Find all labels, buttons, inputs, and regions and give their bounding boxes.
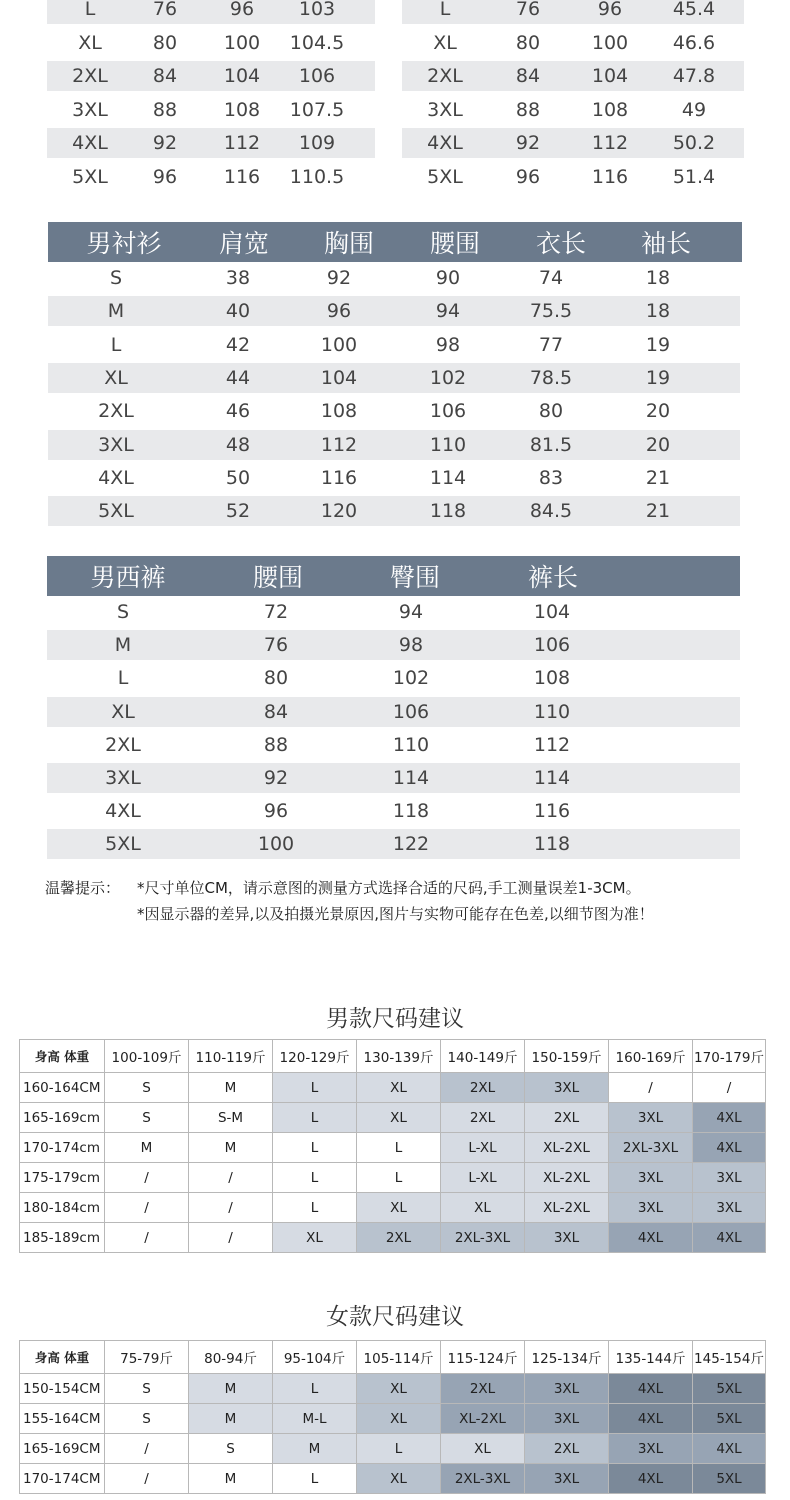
size-cell: L-XL: [441, 1163, 525, 1193]
table-cell: 106: [298, 65, 336, 88]
size-cell: L-XL: [441, 1133, 525, 1163]
table-row: [48, 463, 740, 493]
table-cell: 76: [515, 0, 541, 20]
size-cell: XL-2XL: [525, 1163, 609, 1193]
table-cell: 104: [533, 601, 571, 623]
table-cell: 19: [645, 366, 671, 389]
size-cell: /: [105, 1163, 189, 1193]
size-cell: S: [105, 1073, 189, 1103]
weight-column-header: 140-149斤: [441, 1040, 525, 1073]
table-cell: 112: [591, 132, 629, 155]
size-cell: /: [105, 1464, 189, 1494]
table-cell: 88: [515, 98, 541, 121]
weight-column-header: 130-139斤: [357, 1040, 441, 1073]
table-cell: 109: [298, 132, 336, 155]
table-cell: 50.2: [672, 132, 716, 155]
table-cell: 94: [435, 300, 461, 323]
table-row: [48, 396, 740, 426]
column-header: 臀围: [389, 563, 440, 592]
table-cell: 96: [152, 166, 178, 188]
table-cell: 4XL: [72, 132, 108, 155]
size-cell: 3XL: [609, 1103, 693, 1133]
size-cell: M: [105, 1133, 189, 1163]
size-cell: L: [273, 1103, 357, 1133]
table-cell: 96: [515, 166, 541, 188]
table-cell: 4XL: [427, 132, 463, 155]
table-cell: 20: [645, 433, 671, 456]
column-header: 腰围: [429, 229, 480, 258]
column-header: 肩宽: [218, 229, 269, 258]
size-cell: 3XL: [693, 1193, 766, 1223]
column-header: 腰围: [252, 563, 303, 592]
table-cell: 84: [152, 65, 178, 88]
table-cell: XL: [111, 700, 135, 723]
height-row-label: 165-169cm: [20, 1103, 105, 1133]
table-cell: 88: [263, 733, 289, 756]
size-cell: L: [273, 1133, 357, 1163]
table-cell: 84: [515, 65, 541, 88]
size-cell: /: [189, 1193, 273, 1223]
table-cell: 104: [320, 366, 358, 389]
weight-column-header: 120-129斤: [273, 1040, 357, 1073]
table-row: [402, 95, 744, 125]
table-cell: 78.5: [529, 366, 573, 389]
table-cell: XL: [104, 366, 128, 389]
table-cell: 40: [225, 300, 251, 323]
table-cell: 116: [223, 166, 261, 188]
size-cell: M-L: [273, 1404, 357, 1434]
table-cell: 3XL: [72, 98, 108, 121]
table-cell: 96: [229, 0, 255, 20]
table-header: [48, 222, 742, 262]
size-cell: 3XL: [525, 1223, 609, 1253]
size-cell: 5XL: [693, 1464, 766, 1494]
mens-size-guide-table: [19, 1039, 766, 1253]
table-cell: XL: [78, 31, 102, 54]
table-cell: 103: [298, 0, 336, 20]
size-cell: 4XL: [609, 1464, 693, 1494]
table-cell: 92: [152, 132, 178, 155]
table-cell: 50: [225, 466, 251, 489]
table-row: [402, 61, 744, 91]
size-cell: XL: [357, 1374, 441, 1404]
size-cell: L: [273, 1374, 357, 1404]
table-row: [402, 162, 744, 192]
womens-size-guide-table: [19, 1340, 766, 1494]
table-cell: 5XL: [105, 833, 141, 856]
notes-line-1: *尺寸单位CM，请示意图的测量方式选择合适的尺码,手工测量误差1-3CM。: [137, 879, 641, 897]
size-cell: 2XL: [441, 1103, 525, 1133]
table-cell: 96: [597, 0, 623, 20]
table-row: [47, 597, 740, 627]
table-row: [20, 1434, 766, 1464]
height-row-label: 185-189cm: [20, 1223, 105, 1253]
table-row: [47, 796, 740, 826]
table-cell: 84: [263, 700, 289, 723]
table-cell: 100: [591, 31, 629, 54]
table-row: [48, 330, 740, 360]
table-row: [47, 28, 375, 58]
table-cell: 51.4: [672, 166, 716, 188]
table-cell: 18: [645, 267, 671, 289]
table-cell: S: [116, 601, 130, 623]
table-cell: 5XL: [72, 166, 108, 188]
table-row: [20, 1404, 766, 1434]
size-cell: M: [273, 1434, 357, 1464]
table-cell: 92: [326, 267, 352, 289]
table-cell: 92: [515, 132, 541, 155]
table-row: [47, 630, 740, 660]
column-header: 袖长: [640, 229, 691, 258]
table-cell: 104: [591, 65, 629, 88]
size-cell: S: [105, 1374, 189, 1404]
table-cell: 108: [591, 98, 629, 121]
corner-header: 身高 体重: [20, 1040, 105, 1073]
table-cell: 112: [320, 433, 358, 456]
notes-label: 温馨提示：: [45, 879, 121, 897]
weight-column-header: 145-154斤: [693, 1341, 766, 1374]
size-cell: M: [189, 1464, 273, 1494]
size-cell: 5XL: [693, 1374, 766, 1404]
size-cell: 5XL: [693, 1404, 766, 1434]
size-cell: 3XL: [525, 1404, 609, 1434]
table-cell: 107.5: [289, 98, 345, 121]
size-cell: XL-2XL: [525, 1193, 609, 1223]
table-row: [47, 730, 740, 760]
table-cell: 52: [225, 500, 251, 523]
size-cell: 4XL: [609, 1374, 693, 1404]
weight-column-header: 135-144斤: [609, 1341, 693, 1374]
table-cell: 83: [538, 466, 564, 489]
size-cell: L: [273, 1193, 357, 1223]
size-cell: 3XL: [525, 1464, 609, 1494]
table-cell: 122: [392, 833, 430, 856]
table-cell: 21: [645, 466, 671, 489]
size-cell: 3XL: [525, 1073, 609, 1103]
table-cell: 5XL: [98, 500, 134, 523]
table-row: [47, 95, 375, 125]
table-cell: 46.6: [672, 31, 716, 54]
table-row: [47, 763, 740, 793]
column-header: 裤长: [527, 563, 578, 592]
table-row: [47, 162, 375, 192]
height-row-label: 165-169CM: [20, 1434, 105, 1464]
table-cell: 116: [591, 166, 629, 188]
size-cell: /: [693, 1073, 766, 1103]
size-cell: 3XL: [693, 1163, 766, 1193]
table-cell: 20: [645, 400, 671, 423]
size-cell: 2XL: [357, 1223, 441, 1253]
table-cell: 116: [320, 466, 358, 489]
table-cell: L: [439, 0, 451, 20]
size-cell: 4XL: [693, 1133, 766, 1163]
table-cell: 112: [533, 733, 571, 756]
weight-column-header: 160-169斤: [609, 1040, 693, 1073]
table-cell: 45.4: [672, 0, 716, 20]
size-cell: 3XL: [609, 1163, 693, 1193]
table-cell: 21: [645, 500, 671, 523]
size-cell: M: [189, 1404, 273, 1434]
table-cell: 84.5: [529, 500, 573, 523]
table-cell: 100: [223, 31, 261, 54]
table-cell: 49: [681, 98, 707, 121]
table-cell: 76: [152, 0, 178, 20]
table-cell: 42: [225, 333, 251, 356]
table-row: [20, 1223, 766, 1253]
table-row: [47, 128, 375, 158]
column-header: 男衬衫: [86, 229, 162, 258]
table-cell: 47.8: [672, 65, 716, 88]
size-cell: XL: [357, 1103, 441, 1133]
size-cell: M: [189, 1073, 273, 1103]
weight-column-header: 110-119斤: [189, 1040, 273, 1073]
table-row: [48, 296, 740, 326]
table-row: [47, 697, 740, 727]
table-cell: 96: [326, 300, 352, 323]
size-cell: 3XL: [609, 1193, 693, 1223]
table-cell: 19: [645, 333, 671, 356]
weight-column-header: 105-114斤: [357, 1341, 441, 1374]
weight-column-header: 75-79斤: [105, 1341, 189, 1374]
size-cell: /: [189, 1163, 273, 1193]
table-cell: 2XL: [427, 65, 463, 88]
size-cell: L: [273, 1464, 357, 1494]
table-row: [20, 1103, 766, 1133]
table-cell: M: [114, 634, 132, 657]
womens-guide-title: 女款尺码建议: [326, 1304, 464, 1330]
table-cell: 3XL: [427, 98, 463, 121]
size-cell: 2XL: [441, 1374, 525, 1404]
table-cell: L: [84, 0, 96, 20]
size-cell: /: [105, 1434, 189, 1464]
table-row: [402, 128, 744, 158]
size-cell: /: [105, 1193, 189, 1223]
size-cell: 4XL: [693, 1223, 766, 1253]
table-cell: 118: [392, 800, 430, 823]
size-cell: S: [189, 1434, 273, 1464]
column-header: 胸围: [323, 229, 374, 258]
size-cell: XL: [357, 1193, 441, 1223]
table-row: [20, 1133, 766, 1163]
table-cell: 106: [429, 400, 467, 423]
table-cell: 102: [429, 366, 467, 389]
table-cell: 96: [263, 800, 289, 823]
table-cell: 44: [225, 366, 251, 389]
mens-guide-title: 男款尺码建议: [326, 1006, 464, 1032]
table-cell: 80: [538, 400, 564, 423]
corner-header: 身高 体重: [20, 1341, 105, 1374]
size-cell: 2XL-3XL: [441, 1464, 525, 1494]
size-cell: /: [105, 1223, 189, 1253]
size-cell: XL: [441, 1193, 525, 1223]
table-cell: 114: [533, 767, 571, 789]
table-cell: 108: [223, 98, 261, 121]
size-cell: L: [273, 1163, 357, 1193]
table-cell: M: [107, 300, 125, 323]
column-header: 男西裤: [90, 563, 166, 592]
table-cell: 4XL: [105, 800, 141, 823]
table-row: [402, 28, 744, 58]
size-cell: M: [189, 1133, 273, 1163]
table-cell: 106: [533, 634, 571, 657]
size-cell: XL-2XL: [441, 1404, 525, 1434]
weight-column-header: 150-159斤: [525, 1040, 609, 1073]
table-cell: 76: [263, 634, 289, 657]
table-cell: 77: [538, 333, 564, 356]
table-cell: 110: [392, 733, 430, 756]
size-cell: 2XL: [525, 1103, 609, 1133]
table-cell: 110: [533, 700, 571, 723]
table-row: [47, 0, 375, 24]
table-cell: 108: [533, 667, 571, 690]
table-cell: S: [109, 267, 123, 289]
weight-column-header: 115-124斤: [441, 1341, 525, 1374]
size-cell: 2XL-3XL: [441, 1223, 525, 1253]
table-cell: 2XL: [72, 65, 108, 88]
table-cell: XL: [433, 31, 457, 54]
table-cell: 104.5: [289, 31, 345, 54]
table-cell: 75.5: [529, 300, 573, 323]
size-cell: 4XL: [609, 1223, 693, 1253]
weight-column-header: 100-109斤: [105, 1040, 189, 1073]
weight-column-header: 170-179斤: [693, 1040, 766, 1073]
table-cell: 106: [392, 700, 430, 723]
size-cell: L: [357, 1133, 441, 1163]
table-cell: 48: [225, 433, 251, 456]
size-cell: /: [609, 1073, 693, 1103]
height-row-label: 175-179cm: [20, 1163, 105, 1193]
table-cell: 118: [533, 833, 571, 856]
size-cell: XL: [357, 1073, 441, 1103]
size-cell: L: [273, 1073, 357, 1103]
height-row-label: 180-184cm: [20, 1193, 105, 1223]
table-cell: 114: [429, 466, 467, 489]
table-cell: 110.5: [289, 166, 345, 188]
size-cell: 4XL: [693, 1434, 766, 1464]
table-cell: 100: [257, 833, 295, 856]
table-row: [47, 61, 375, 91]
height-row-label: 170-174cm: [20, 1133, 105, 1163]
size-cell: 4XL: [693, 1103, 766, 1133]
size-cell: M: [189, 1374, 273, 1404]
table-cell: 18: [645, 300, 671, 323]
size-cell: 3XL: [525, 1374, 609, 1404]
table-row: [20, 1193, 766, 1223]
size-cell: 4XL: [609, 1404, 693, 1434]
table-cell: 38: [225, 267, 251, 289]
size-cell: 2XL: [441, 1073, 525, 1103]
table-cell: 3XL: [98, 433, 134, 456]
size-cell: XL: [441, 1434, 525, 1464]
table-cell: 2XL: [105, 733, 141, 756]
height-row-label: 170-174CM: [20, 1464, 105, 1494]
table-cell: 90: [435, 267, 461, 289]
size-cell: L: [357, 1163, 441, 1193]
size-cell: S: [105, 1404, 189, 1434]
size-cell: 3XL: [609, 1434, 693, 1464]
table-header: [47, 556, 740, 596]
table-cell: 88: [152, 98, 178, 121]
table-cell: 118: [429, 500, 467, 523]
table-cell: 100: [320, 333, 358, 356]
table-cell: 120: [320, 500, 358, 523]
column-header: 衣长: [535, 229, 586, 258]
table-cell: 104: [223, 65, 261, 88]
table-cell: L: [117, 667, 129, 690]
size-cell: 2XL: [525, 1434, 609, 1464]
table-cell: 110: [429, 433, 467, 456]
height-row-label: 150-154CM: [20, 1374, 105, 1404]
table-row: [48, 430, 740, 460]
size-cell: /: [189, 1223, 273, 1253]
table-cell: 80: [515, 31, 541, 54]
table-cell: 102: [392, 667, 430, 690]
table-cell: 81.5: [529, 433, 573, 456]
size-cell: S: [105, 1103, 189, 1133]
table-row: [20, 1464, 766, 1494]
table-row: [48, 363, 740, 393]
size-cell: XL: [273, 1223, 357, 1253]
table-cell: 2XL: [98, 400, 134, 423]
size-cell: S-M: [189, 1103, 273, 1133]
table-row: [47, 829, 740, 859]
table-cell: 74: [538, 267, 564, 289]
weight-column-header: 80-94斤: [189, 1341, 273, 1374]
table-cell: 5XL: [427, 166, 463, 188]
size-cell: 2XL-3XL: [609, 1133, 693, 1163]
table-cell: 112: [223, 132, 261, 155]
table-cell: L: [110, 333, 122, 356]
weight-column-header: 125-134斤: [525, 1341, 609, 1374]
table-cell: 108: [320, 400, 358, 423]
table-row: [48, 263, 740, 293]
size-cell: XL-2XL: [525, 1133, 609, 1163]
table-row: [20, 1073, 766, 1103]
table-cell: 46: [225, 400, 251, 423]
table-cell: 80: [152, 31, 178, 54]
height-row-label: 155-164CM: [20, 1404, 105, 1434]
size-cell: XL: [357, 1464, 441, 1494]
table-cell: 72: [263, 601, 289, 623]
table-row: [20, 1374, 766, 1404]
table-cell: 3XL: [105, 767, 141, 789]
table-cell: 92: [263, 767, 289, 789]
size-cell: XL: [357, 1404, 441, 1434]
table-cell: 116: [533, 800, 571, 823]
table-cell: 80: [263, 667, 289, 690]
weight-column-header: 95-104斤: [273, 1341, 357, 1374]
table-cell: 4XL: [98, 466, 134, 489]
table-row: [47, 663, 740, 693]
table-row: [48, 496, 740, 526]
table-cell: 94: [398, 601, 424, 623]
table-cell: 98: [435, 333, 461, 356]
notes-line-2: *因显示器的差异,以及拍摄光景原因,图片与实物可能存在色差,以细节图为准！: [137, 905, 654, 923]
table-row: [20, 1163, 766, 1193]
table-row: [402, 0, 744, 24]
size-cell: L: [357, 1434, 441, 1464]
table-cell: 98: [398, 634, 424, 657]
table-cell: 114: [392, 767, 430, 789]
height-row-label: 160-164CM: [20, 1073, 105, 1103]
